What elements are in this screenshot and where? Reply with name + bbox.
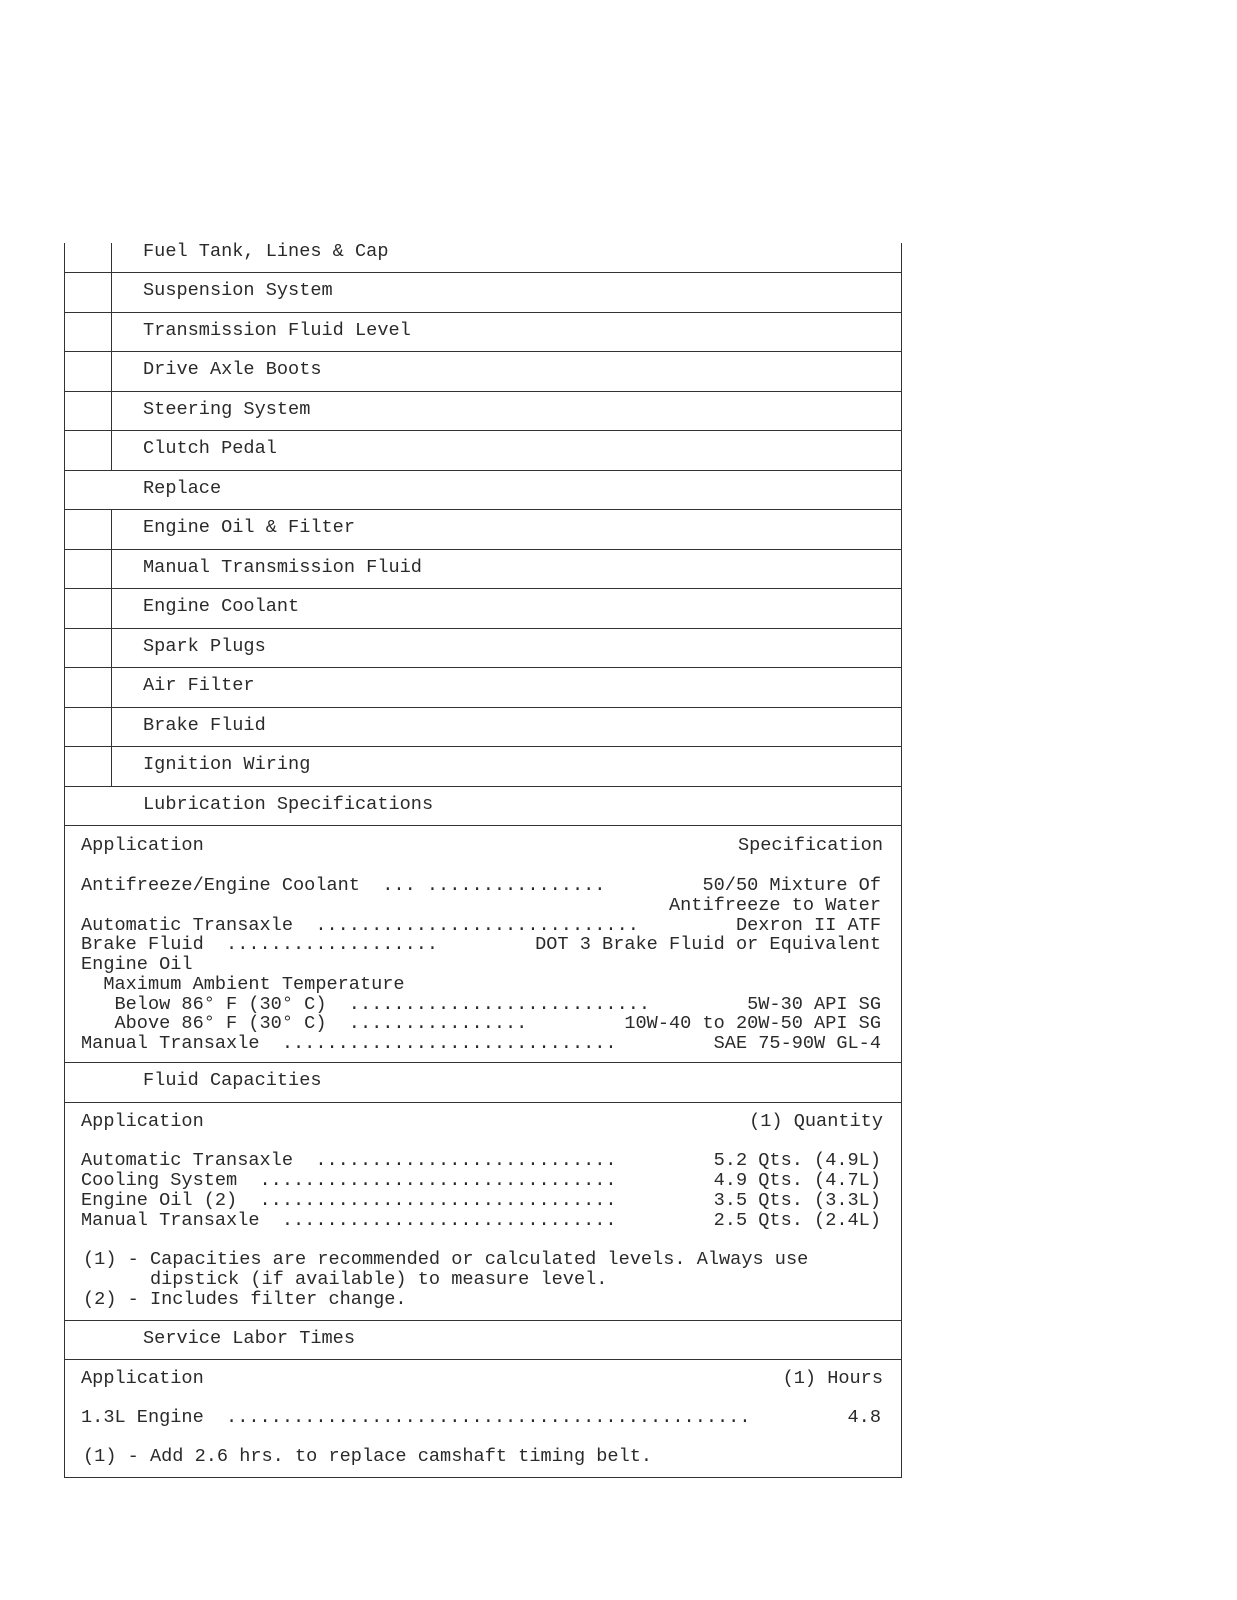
fluid-line-value: 5.2 Qts. (4.9L) <box>713 1149 881 1171</box>
lubrication-col-application: Application <box>81 835 204 856</box>
lubrication-line-value: Antifreeze to Water <box>668 894 881 916</box>
fluid-footnote: (1) - Capacities are recommended or calculated levels. Always use <box>83 1248 809 1270</box>
fluid-line-value: 2.5 Qts. (2.4L) <box>713 1209 881 1231</box>
labor-col-application: Application <box>81 1368 204 1389</box>
checklist-item-label: Air Filter <box>143 675 255 696</box>
fluid-table <box>64 1103 902 1321</box>
maintenance-checklist <box>64 243 902 787</box>
fluid-footnote: (2) - Includes filter change. <box>83 1288 407 1310</box>
checklist-item-label: Engine Coolant <box>143 596 300 617</box>
checklist-item-label: Engine Oil & Filter <box>143 517 356 538</box>
labor-table <box>64 1360 902 1478</box>
checklist-row <box>64 708 902 748</box>
checklist-row <box>64 747 902 787</box>
fluid-line-left: Engine Oil (2) ................................ <box>81 1189 617 1211</box>
fluid-title: Fluid Capacities <box>143 1070 322 1091</box>
checklist-row <box>64 629 902 669</box>
checklist-item-label: Clutch Pedal <box>143 438 277 459</box>
checklist-row <box>64 431 902 471</box>
lubrication-line-left: Manual Transaxle .............................. <box>81 1033 617 1054</box>
lubrication-line-left: Automatic Transaxle ............................. <box>81 914 639 936</box>
lubrication-line-left: Brake Fluid ................... <box>81 934 439 956</box>
labor-line-value: 4.8 <box>847 1407 881 1428</box>
lubrication-table <box>64 826 902 1063</box>
lubrication-title: Lubrication Specifications <box>143 793 434 815</box>
fluid-line-left: Automatic Transaxle ........................... <box>81 1149 617 1171</box>
checklist-row <box>64 510 902 550</box>
lubrication-line-left: Below 86° F (30° C) ........................... <box>81 993 651 1015</box>
checklist-row <box>64 589 902 629</box>
checklist-row <box>64 313 902 353</box>
labor-footnote: (1) - Add 2.6 hrs. to replace camshaft timing belt. <box>83 1446 653 1467</box>
lubrication-line-value: 5W-30 API SG <box>747 993 881 1015</box>
fluid-line-value: 4.9 Qts. (4.7L) <box>713 1169 881 1191</box>
checklist-row <box>64 352 902 392</box>
labor-line-left: 1.3L Engine ............................................... <box>81 1407 751 1428</box>
checklist-row <box>64 392 902 432</box>
checklist-item-label: Brake Fluid <box>143 714 266 736</box>
checklist-item-label: Spark Plugs <box>143 635 266 657</box>
lubrication-line-value: DOT 3 Brake Fluid or Equivalent <box>535 934 881 956</box>
fluid-col-application: Application <box>81 1110 204 1132</box>
fluid-line-left: Manual Transaxle .............................. <box>81 1209 617 1231</box>
checklist-item-label: Steering System <box>143 398 311 420</box>
lubrication-line-left: Antifreeze/Engine Coolant ... ................ <box>81 875 606 896</box>
fluid-line-value: 3.5 Qts. (3.3L) <box>713 1189 881 1211</box>
checklist-row <box>64 471 902 511</box>
lubrication-line-left: Maximum Ambient Temperature <box>81 973 405 995</box>
fluid-footnote: dipstick (if available) to measure level. <box>83 1268 608 1290</box>
lubrication-line-value: 10W-40 to 20W-50 API SG <box>624 1013 881 1035</box>
labor-col-hours: (1) Hours <box>782 1368 883 1389</box>
checklist-item-label: Suspension System <box>143 280 333 301</box>
lubrication-line-value: SAE 75-90W GL-4 <box>713 1033 881 1054</box>
checklist-row <box>64 273 902 313</box>
section-header-labor <box>64 1321 902 1361</box>
lubrication-line-value: Dexron II ATF <box>735 914 881 936</box>
checklist-item-label: Manual Transmission Fluid <box>143 556 422 578</box>
section-header-fluid <box>64 1063 902 1103</box>
checklist-row <box>64 668 902 708</box>
checklist-row <box>64 550 902 590</box>
section-header-lubrication <box>64 787 902 827</box>
fluid-line-left: Cooling System ................................ <box>81 1169 617 1191</box>
checklist-item-label: Drive Axle Boots <box>143 359 322 380</box>
checklist-item-label: Replace <box>143 477 222 499</box>
lubrication-line-left: Above 86° F (30° C) ................ <box>81 1013 528 1035</box>
lubrication-col-specification: Specification <box>737 835 883 856</box>
fluid-col-quantity: (1) Quantity <box>749 1110 883 1132</box>
checklist-item-label: Ignition Wiring <box>143 754 311 775</box>
checklist-row <box>64 243 902 273</box>
lubrication-line-left: Engine Oil <box>81 954 193 975</box>
checklist-item-label: Transmission Fluid Level <box>143 319 411 341</box>
checklist-item-label: Fuel Tank, Lines & Cap <box>143 241 389 262</box>
lubrication-line-value: 50/50 Mixture Of <box>702 875 881 896</box>
labor-title: Service Labor Times <box>143 1327 356 1349</box>
service-document <box>64 243 902 1478</box>
